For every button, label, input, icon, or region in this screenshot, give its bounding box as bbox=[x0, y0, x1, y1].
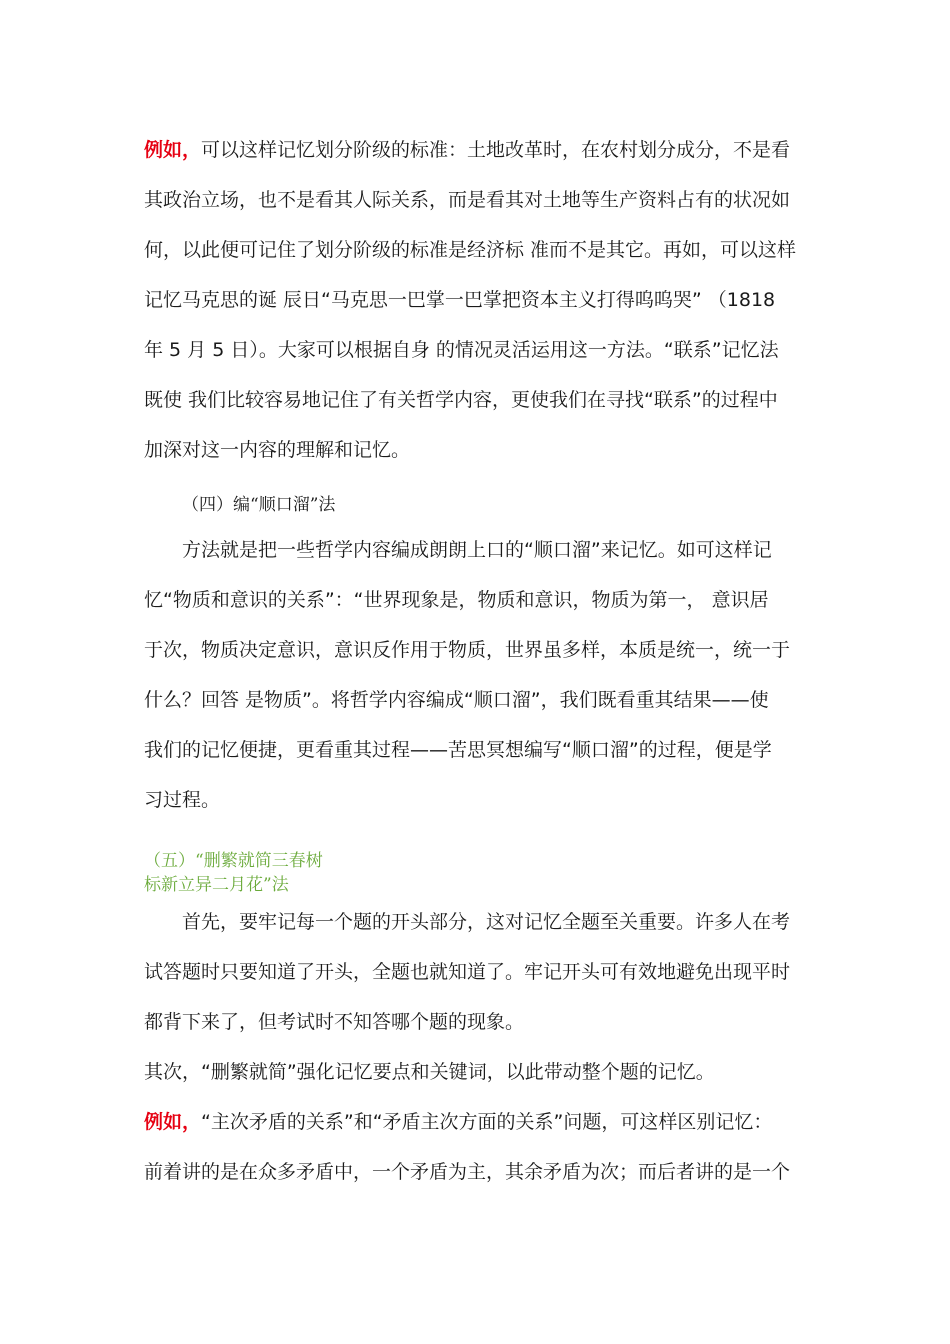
paragraph-line: 忆“物质和意识的关系”：“世界现象是，物质和意识，物质为第一， 意识居 bbox=[144, 589, 769, 611]
section-heading-line2: 标新立异二月花”法 bbox=[144, 875, 289, 895]
paragraph-line: 我们的记忆便捷，更看重其过程——苦思冥想编写“顺口溜”的过程，便是学 bbox=[144, 739, 772, 761]
paragraph-line: 年 5 月 5 日）。大家可以根据自身 的情况灵活运用这一方法。“联系”记忆法 bbox=[144, 339, 779, 361]
paragraph-line: 其政治立场，也不是看其人际关系，而是看其对土地等生产资料占有的状况如 bbox=[144, 189, 791, 211]
paragraph-line: 首先，要牢记每一个题的开头部分，这对记忆全题至关重要。许多人在考 bbox=[182, 911, 791, 933]
paragraph-line: 前着讲的是在众多矛盾中，一个矛盾为主，其余矛盾为次；而后者讲的是一个 bbox=[144, 1161, 791, 1183]
paragraph-line: 什么？回答 是物质”。将哲学内容编成“顺口溜”，我们既看重其结果——使 bbox=[144, 689, 769, 711]
example-label: 例如， bbox=[144, 1111, 202, 1133]
paragraph-line: 都背下来了，但考试时不知答哪个题的现象。 bbox=[144, 1011, 525, 1033]
paragraph-line: 何，以此便可记住了划分阶级的标准是经济标 准而不是其它。再如，可以这样 bbox=[144, 239, 797, 261]
paragraph-line: 试答题时只要知道了开头，全题也就知道了。牢记开头可有效地避免出现平时 bbox=[144, 961, 791, 983]
text-run: 可以这样记忆划分阶级的标准：土地改革时，在农村划分成分，不是看 bbox=[201, 139, 791, 161]
section-heading: （四）编“顺口溜”法 bbox=[182, 495, 336, 515]
paragraph-line: 既使 我们比较容易地记住了有关哲学内容，更使我们在寻找“联系”的过程中 bbox=[144, 389, 778, 411]
paragraph-line bbox=[144, 1110, 814, 1134]
paragraph-line: 加深对这一内容的理解和记忆。 bbox=[144, 439, 411, 461]
section-heading-line1: （五）“删繁就简三春树 bbox=[144, 851, 323, 871]
paragraph-line: 记忆马克思的诞 辰日“马克思一巴掌一巴掌把资本主义打得呜呜哭” （1818 bbox=[144, 289, 776, 311]
example-label: 例如， bbox=[144, 139, 202, 161]
paragraph-line: 习过程。 bbox=[144, 789, 221, 811]
paragraph-line: 其次，“删繁就简”强化记忆要点和关键词，以此带动整个题的记忆。 bbox=[144, 1061, 715, 1083]
paragraph-line: 于次，物质决定意识，意识反作用于物质，世界虽多样，本质是统一，统一于 bbox=[144, 639, 791, 661]
paragraph-line: 方法就是把一些哲学内容编成朗朗上口的“顺口溜”来记忆。如可这样记 bbox=[182, 539, 772, 561]
paragraph-line bbox=[144, 138, 814, 162]
text-run: “主次矛盾的关系”和“矛盾主次方面的关系”问题，可这样区别记忆： bbox=[201, 1111, 773, 1133]
